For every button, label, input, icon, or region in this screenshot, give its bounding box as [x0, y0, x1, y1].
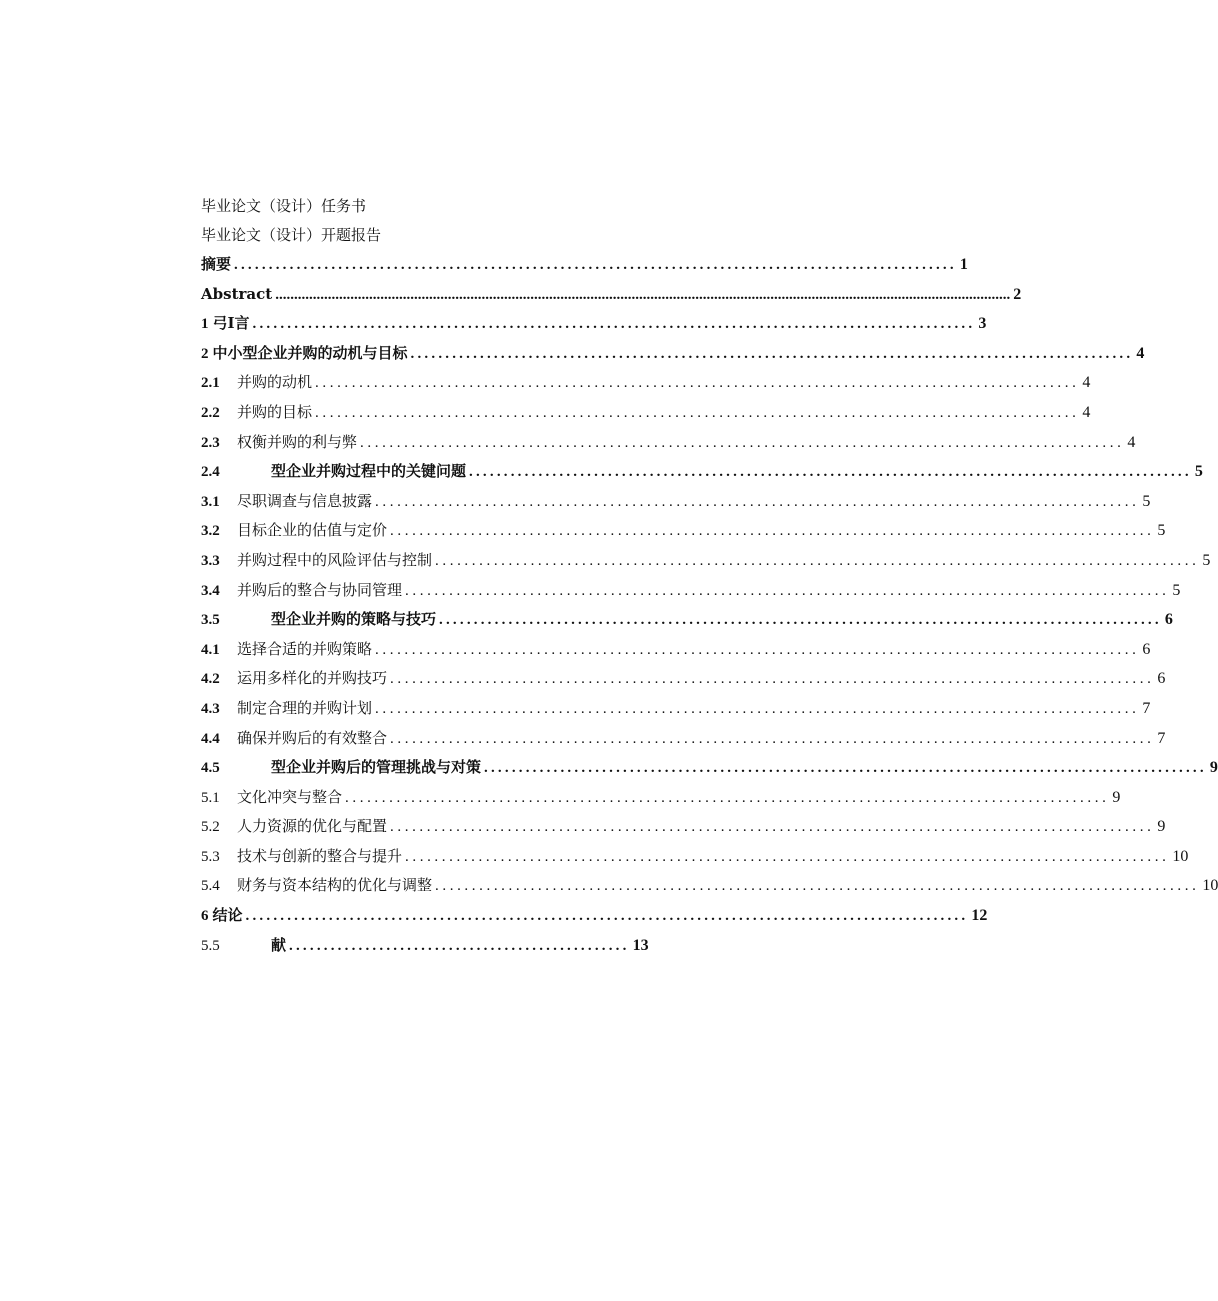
- toc-entry-section-4-2[interactable]: [201, 664, 1166, 694]
- toc-entry-page: 5: [1202, 551, 1211, 569]
- toc-entry-page: 10: [1172, 847, 1189, 865]
- toc-entry-section-2-3[interactable]: [201, 428, 1136, 458]
- toc-entry-number: 5.2: [201, 819, 220, 836]
- dot-leader: ........................................................................................................: [245, 908, 969, 925]
- toc-entry-title: 人力资源的优化与配置: [237, 817, 388, 836]
- toc-entry-section-5-1[interactable]: [201, 783, 1121, 813]
- toc-entry-title: 并购后的整合与协同管理: [237, 580, 403, 599]
- dot-leader: ........................................................................................................: [375, 493, 1140, 510]
- toc-entry-page: 4: [1127, 433, 1136, 451]
- toc-entry-page: 9: [1112, 788, 1121, 806]
- toc-entry-section-5-2[interactable]: [201, 812, 1166, 842]
- toc-entry-page: 6: [1157, 670, 1166, 688]
- dot-leader: ........................................................................................................: [405, 848, 1170, 865]
- toc-entry-section-3-2[interactable]: [201, 516, 1166, 546]
- toc-entry-title: 权衡并购的利与弊: [237, 432, 358, 451]
- toc-entry-page: 6: [1164, 611, 1173, 629]
- toc-entry-page: 4: [1136, 344, 1145, 362]
- toc-entry-section-4-1[interactable]: [201, 635, 1151, 665]
- toc-entry-title: 结论: [212, 906, 243, 925]
- toc-entry-abstract-cn[interactable]: [201, 250, 968, 280]
- toc-entry-section-3-5[interactable]: [201, 605, 1173, 635]
- toc-entry-title: 摘要: [201, 255, 232, 273]
- toc-entry-title: 并购的目标: [237, 402, 313, 421]
- toc-entry-references[interactable]: [201, 931, 771, 961]
- toc-entry-section-4-5[interactable]: [201, 753, 1218, 783]
- toc-entry-number: 3.3: [201, 552, 220, 569]
- toc-entry-page: 12: [971, 907, 988, 925]
- toc-entry-section-2-4[interactable]: [201, 457, 1203, 487]
- toc-entry-chapter-1[interactable]: [201, 309, 987, 339]
- toc-entry-page: 9: [1209, 759, 1218, 777]
- front-matter-proposal-report[interactable]: 毕业论文（设计）开题报告: [201, 226, 382, 244]
- toc-entry-title: 技术与创新的整合与提升: [237, 846, 403, 865]
- dot-leader: ........................................................................................................: [390, 819, 1155, 836]
- toc-entry-section-4-3[interactable]: [201, 694, 1151, 724]
- toc-entry-page: 2: [1013, 285, 1022, 303]
- toc-entry-section-2-1[interactable]: [201, 368, 1091, 398]
- toc-entry-title: 中小型企业并购的动机与目标: [212, 343, 408, 362]
- toc-entry-number: 4.5: [201, 760, 220, 777]
- dot-leader: ........................................................................................................: [439, 612, 1162, 629]
- toc-entry-number: 4.4: [201, 730, 220, 747]
- dot-leader: ........................................................................................................: [390, 671, 1155, 688]
- toc-entry-section-3-4[interactable]: [201, 576, 1181, 606]
- toc-entry-title: 运用多样化的并购技巧: [237, 669, 388, 688]
- toc-entry-number: 2.4: [201, 464, 220, 481]
- toc-entry-number: 4.2: [201, 671, 220, 688]
- dot-leader: ........................................................................................................: [234, 257, 957, 273]
- toc-entry-section-5-4[interactable]: [201, 871, 1218, 901]
- toc-entry-page: 3: [978, 315, 987, 333]
- toc-entry-number: 1: [201, 316, 209, 333]
- toc-entry-title: 型企业并购过程中的关键问题: [271, 462, 467, 481]
- toc-entry-title: 型企业并购的策略与技巧: [271, 610, 437, 629]
- dot-leader: ........................................................................................................: [375, 641, 1140, 658]
- dot-leader: ........................................................................................................: [390, 730, 1155, 747]
- toc-entry-page: 6: [1142, 640, 1151, 658]
- toc-entry-number: 2.3: [201, 434, 220, 451]
- toc-entry-page: 5: [1194, 463, 1203, 481]
- toc-entry-title: 并购过程中的风险评估与控制: [237, 550, 433, 569]
- toc-entry-title: 尽职调查与信息披露: [237, 491, 373, 510]
- toc-entry-section-4-4[interactable]: [201, 724, 1166, 754]
- dot-leader: ........................................................................................................: [345, 789, 1110, 806]
- dot-leader: ........................................................................................................: [469, 464, 1192, 481]
- toc-entry-page: 7: [1157, 729, 1166, 747]
- toc-entry-title: 财务与资本结构的优化与调整: [237, 876, 433, 895]
- toc-entry-title: 弓I言: [212, 314, 250, 333]
- dot-leader: ........................................................................................................: [410, 345, 1134, 362]
- toc-entry-number: 3.4: [201, 582, 220, 599]
- toc-entry-title: 目标企业的估值与定价: [237, 521, 388, 540]
- dot-leader: ....................................................................................................................................................................................................: [275, 286, 1011, 303]
- dot-leader: ........................................................................................................: [484, 760, 1207, 777]
- toc-entry-page: 13: [632, 936, 649, 954]
- toc-entry-page: 4: [1082, 403, 1091, 421]
- front-matter-task-book[interactable]: 毕业论文（设计）任务书: [201, 197, 367, 215]
- dot-leader: ........................................................................................................: [252, 316, 976, 333]
- toc-entry-page: 5: [1172, 581, 1181, 599]
- toc-entry-number: 5.1: [201, 789, 220, 806]
- toc-entry-number: 3.5: [201, 612, 220, 629]
- dot-leader: ........................................................................................................: [390, 523, 1155, 540]
- dot-leader: ........................................................................................................: [315, 375, 1080, 392]
- toc-entry-chapter-2[interactable]: [201, 339, 1145, 369]
- toc-entry-section-3-1[interactable]: [201, 487, 1151, 517]
- dot-leader: ........................................................................................................: [405, 582, 1170, 599]
- toc-entry-page: 5: [1142, 492, 1151, 510]
- toc-entry-number: 3.2: [201, 523, 220, 540]
- toc-entry-number: 2.2: [201, 404, 220, 421]
- toc-entry-title: 型企业并购后的管理挑战与对策: [271, 758, 482, 777]
- dot-leader: ........................................................................................................: [375, 700, 1140, 717]
- toc-entry-number: 2: [201, 345, 209, 362]
- toc-entry-chapter-6[interactable]: [201, 901, 988, 931]
- toc-entry-number: 6: [201, 908, 209, 925]
- toc-entry-page: 4: [1082, 374, 1091, 392]
- dot-leader: ........................................................................................................: [435, 552, 1200, 569]
- toc-entry-section-3-3[interactable]: [201, 546, 1211, 576]
- toc-entry-title: Abstract: [201, 284, 273, 303]
- dot-leader: ........................................................................................................: [435, 878, 1200, 895]
- toc-entry-title: 制定合理的并购计划: [237, 698, 373, 717]
- dot-leader: .................................................: [289, 937, 630, 954]
- toc-entry-abstract-en[interactable]: [201, 280, 1022, 310]
- toc-entry-number: 2.1: [201, 375, 220, 392]
- toc-entry-page: 9: [1157, 818, 1166, 836]
- toc-entry-title: 献: [271, 935, 287, 954]
- toc-entry-number: 5.5: [201, 937, 220, 954]
- table-of-contents: [201, 192, 1218, 960]
- toc-entry-page: 1: [959, 256, 968, 273]
- toc-entry-title: 并购的动机: [237, 373, 313, 392]
- dot-leader: ........................................................................................................: [360, 434, 1125, 451]
- toc-entry-title: 选择合适的并购策略: [237, 639, 373, 658]
- toc-entry-number: 4.3: [201, 700, 220, 717]
- dot-leader: ........................................................................................................: [315, 404, 1080, 421]
- toc-entry-number: 4.1: [201, 641, 220, 658]
- toc-entry-section-2-2[interactable]: [201, 398, 1091, 428]
- toc-entry-page: 5: [1157, 522, 1166, 540]
- toc-entry-title: 文化冲突与整合: [237, 787, 343, 806]
- toc-entry-section-5-3[interactable]: [201, 842, 1189, 872]
- toc-entry-page: 7: [1142, 699, 1151, 717]
- toc-entry-number: 5.3: [201, 848, 220, 865]
- toc-entry-number: 5.4: [201, 878, 220, 895]
- toc-entry-page: 10: [1202, 877, 1218, 895]
- toc-entry-number: 3.1: [201, 493, 220, 510]
- toc-entry-title: 确保并购后的有效整合: [237, 728, 388, 747]
